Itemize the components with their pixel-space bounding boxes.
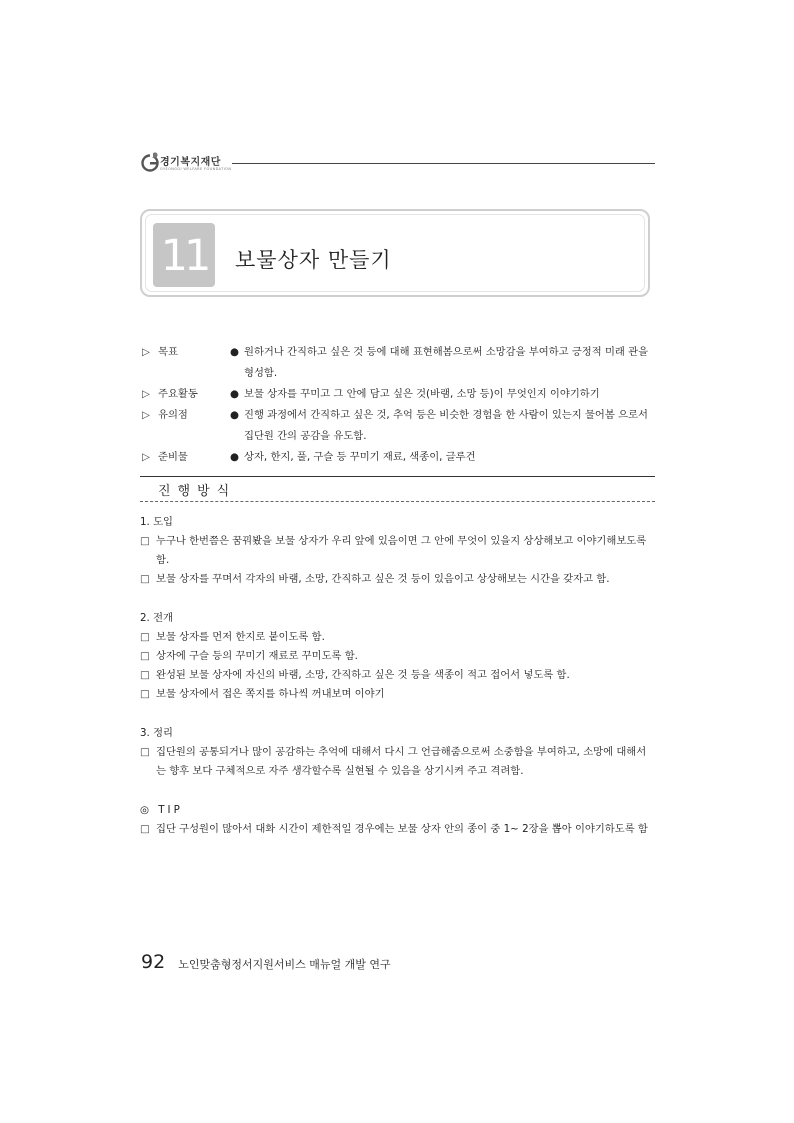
org-subtitle: GYEONGGI WELFARE FOUNDATION xyxy=(160,167,232,171)
list-item-text: 집단 구성원이 많아서 대화 시간이 제한적일 경우에는 보물 상자 안의 종이 중 1~ 2장을 뽑아 이야기하도록 함 xyxy=(156,823,648,835)
checkbox-icon: □ xyxy=(140,573,150,585)
page-footer xyxy=(141,951,391,973)
triangle-icon: ▷ xyxy=(142,388,150,400)
info-row xyxy=(142,447,655,468)
step-heading: 1. 도입 xyxy=(140,516,173,528)
list-item xyxy=(140,647,655,666)
info-label: 주요활동 xyxy=(158,388,198,400)
triangle-icon: ▷ xyxy=(142,451,150,463)
list-item xyxy=(140,570,655,589)
list-item-text: 보물 상자에서 접은 쪽지를 하나씩 꺼내보며 이야기 xyxy=(156,688,385,700)
title-box-inner xyxy=(145,214,645,292)
info-label: 유의점 xyxy=(158,409,188,421)
bullet-icon: ● xyxy=(230,346,239,358)
list-item xyxy=(140,820,655,839)
list-item xyxy=(140,532,655,570)
info-row xyxy=(142,384,655,405)
list-item xyxy=(140,628,655,647)
org-name: 경기복지재단 xyxy=(160,157,221,168)
tip-heading: ◎ TIP xyxy=(140,804,183,816)
page-number: 92 xyxy=(141,951,166,973)
checkbox-icon: □ xyxy=(140,823,150,835)
info-text: 상자, 한지, 풀, 구슬 등 꾸미기 재료, 색종이, 글루건 xyxy=(244,451,476,463)
bullet-icon: ● xyxy=(230,451,239,463)
chapter-title: 보물상자 만들기 xyxy=(235,248,392,272)
footer-title: 노인맞춤형정서지원서비스 매뉴얼 개발 연구 xyxy=(178,958,391,971)
info-row xyxy=(142,405,655,447)
list-item-text: 보물 상자를 먼저 한지로 붙이도록 함. xyxy=(156,631,325,643)
info-text: 보물 상자를 꾸미고 그 안에 담고 싶은 것(바램, 소망 등)이 무엇인지 이야기하기 xyxy=(244,388,600,400)
list-item xyxy=(140,666,655,685)
checkbox-icon: □ xyxy=(140,631,150,643)
bullet-icon: ● xyxy=(230,409,239,421)
list-item-text: 누구나 한번쯤은 꿈꿔봤을 보물 상자가 우리 앞에 있음이면 그 안에 무엇이 있을지 상상해보고 이야기해보도록 함. xyxy=(156,535,647,566)
list-item xyxy=(140,685,655,704)
foundation-logo-icon xyxy=(140,150,162,172)
chapter-number: 11 xyxy=(160,231,208,281)
chapter-number-box xyxy=(153,223,215,287)
procedure-content xyxy=(140,512,655,839)
step-heading: 3. 정리 xyxy=(140,727,173,739)
header-rule xyxy=(232,163,655,164)
section-rule-bottom xyxy=(140,501,655,502)
checkbox-icon: □ xyxy=(140,669,150,681)
triangle-icon: ▷ xyxy=(142,346,150,358)
page-header xyxy=(140,150,655,174)
section-rule-top xyxy=(140,476,655,477)
list-item-text: 상자에 구슬 등의 꾸미기 재료로 꾸미도록 함. xyxy=(156,650,358,662)
checkbox-icon: □ xyxy=(140,746,150,758)
title-box xyxy=(140,209,650,297)
step-heading: 2. 전개 xyxy=(140,612,173,624)
list-item xyxy=(140,743,655,781)
checkbox-icon: □ xyxy=(140,688,150,700)
triangle-icon: ▷ xyxy=(142,409,150,421)
section-title: 진행방식 xyxy=(158,484,237,499)
info-row xyxy=(142,342,655,384)
activity-info xyxy=(142,342,655,468)
info-label: 준비물 xyxy=(158,451,188,463)
info-text: 진행 과정에서 간직하고 싶은 것, 추억 등은 비슷한 경험을 한 사람이 있는지 물어봄 으로서 집단원 간의 공감을 유도함. xyxy=(244,409,648,442)
list-item-text: 완성된 보물 상자에 자신의 바램, 소망, 간직하고 싶은 것 등을 색종이 적고 접어서 넣도록 함. xyxy=(156,669,570,681)
list-item-text: 집단원의 공통되거나 많이 공감하는 추억에 대해서 다시 그 언급해줌으로써 소중함을 부여하고, 소망에 대해서는 향후 보다 구체적으로 자주 생각할수록 실현될 수 있음을 상기시켜 주고 격려함. xyxy=(156,746,647,777)
info-label: 목표 xyxy=(158,346,178,358)
checkbox-icon: □ xyxy=(140,650,150,662)
list-item-text: 보물 상자를 꾸며서 각자의 바램, 소망, 간직하고 싶은 것 등이 있음이고 상상해보는 시간을 갖자고 함. xyxy=(156,573,610,585)
info-text: 원하거나 간직하고 싶은 것 등에 대해 표현해봄으로써 소망감을 부여하고 긍정적 미래 관을 형성함. xyxy=(244,346,649,379)
bullet-icon: ● xyxy=(230,388,239,400)
checkbox-icon: □ xyxy=(140,535,150,547)
